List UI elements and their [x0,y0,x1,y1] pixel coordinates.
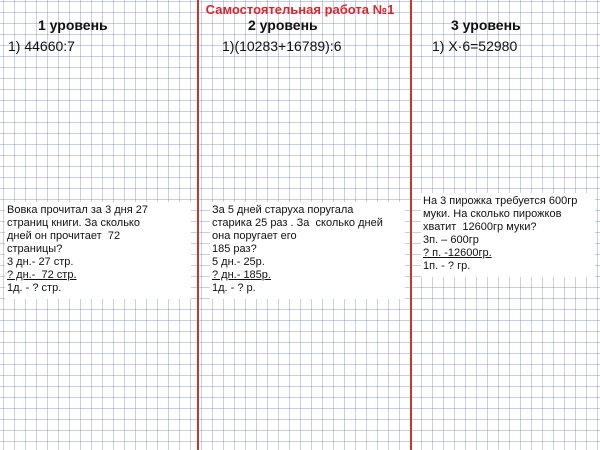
problem-line: На 3 пирожка требуется 600гр [423,195,578,207]
problem-line: она поругает его [212,230,297,242]
problem-line: ? дн.- 72 стр. [7,269,77,281]
level-3-heading: 3 уровень [451,17,521,33]
problem-line: страницы? [7,243,63,255]
left-margin-line [197,0,199,450]
problem-line: Вовка прочитал за 3 дня 27 [7,204,148,216]
problem-line: 1д. - ? стр. [7,282,62,294]
problem-line: ? дн.- 185р. [212,269,271,281]
worksheet-title: Самостоятельная работа №1 [205,2,395,17]
problem-line: 3 дн.- 27 стр. [7,256,74,268]
level-1-word-problem [5,202,191,299]
problem-line: 1д. - ? р. [212,282,256,294]
problem-line: 5 дн.- 25р. [212,256,265,268]
problem-line: ? п. -12600гр. [423,247,492,259]
problem-line: За 5 дней старуха поругала [212,204,354,216]
level-1-task: 1) 44660:7 [8,38,75,54]
level-3-task: 1) X·6=52980 [432,38,518,54]
problem-line: страниц книги. За сколько [7,217,140,229]
level-2-task: 1)(10283+16789):6 [222,38,342,54]
problem-line: 3п. – 600гр [423,234,479,246]
problem-line: старика 25 раз . За сколько дней [212,217,383,229]
problem-line: хватит 12600гр муки? [423,221,537,233]
level-2-word-problem [210,202,405,299]
problem-line: дней он прочитает 72 [7,230,121,242]
level-3-word-problem [421,193,595,277]
level-2-heading: 2 уровень [248,17,318,33]
right-margin-line [410,0,412,450]
level-1-heading: 1 уровень [38,17,108,33]
problem-line: муки. На сколько пирожков [423,208,562,220]
problem-line: 1п. - ? гр. [423,260,471,272]
problem-line: 185 раз? [212,243,257,255]
